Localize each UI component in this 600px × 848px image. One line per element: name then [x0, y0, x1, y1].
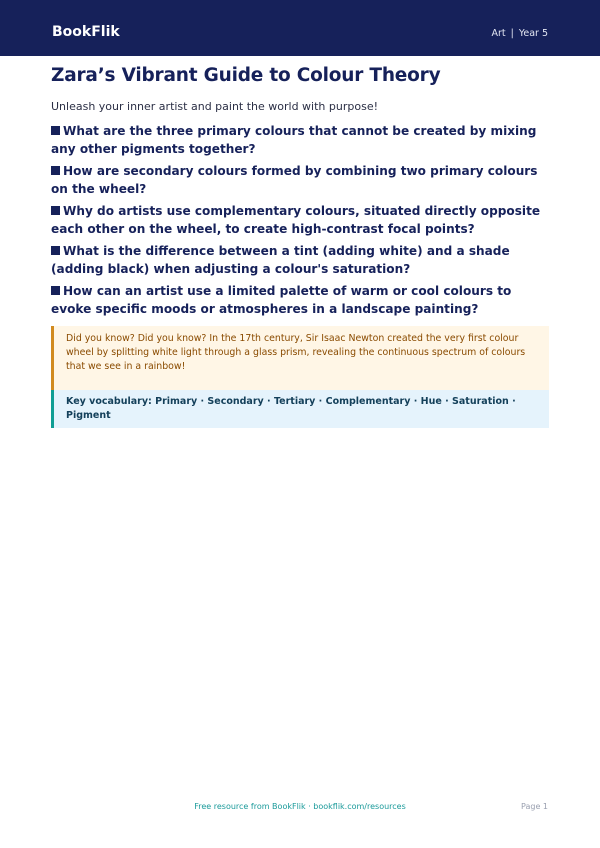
page-number: Page 1: [521, 802, 548, 811]
page-footer: [0, 800, 600, 814]
vocabulary-text: Key vocabulary: Primary · Secondary · Tertiary · Complementary · Hue · Saturation · Pigment: [66, 396, 516, 421]
subject-meta: [491, 27, 548, 41]
question-item: [51, 162, 551, 198]
header-bar: [0, 0, 600, 56]
page-subtitle: Unleash your inner artist and paint the world with purpose!: [51, 100, 378, 113]
question-item: [51, 122, 551, 158]
question-text: Why do artists use complementary colours, situated directly opposite each other on the wheel, to create high-contrast focal points?: [51, 204, 541, 236]
square-bullet-icon: [51, 126, 60, 135]
fact-callout: [51, 326, 549, 390]
question-text: What are the three primary colours that cannot be created by mixing any other pigments together?: [51, 124, 537, 156]
question-item: [51, 242, 551, 278]
footer-source-link[interactable]: Free resource from BookFlik · bookflik.com/resources: [194, 802, 406, 811]
vocabulary-box: [51, 390, 549, 428]
question-item: [51, 202, 551, 238]
square-bullet-icon: [51, 286, 60, 295]
question-list: [51, 122, 551, 322]
year-label: Year 5: [518, 28, 548, 39]
question-text: How can an artist use a limited palette of warm or cool colours to evoke specific moods or atmospheres in a landscape painting?: [51, 284, 512, 316]
square-bullet-icon: [51, 246, 60, 255]
meta-separator: |: [510, 28, 514, 39]
brand-logo: BookFlik: [52, 24, 120, 40]
page-title: Zara’s Vibrant Guide to Colour Theory: [51, 65, 441, 86]
question-item: [51, 282, 551, 318]
square-bullet-icon: [51, 206, 60, 215]
subject-label: Art: [491, 28, 506, 39]
square-bullet-icon: [51, 166, 60, 175]
question-text: How are secondary colours formed by combining two primary colours on the wheel?: [51, 164, 538, 196]
question-text: What is the difference between a tint (adding white) and a shade (adding black) when adjusting a colour's saturation?: [51, 244, 510, 276]
fact-text: Did you know? Did you know? In the 17th century, Sir Isaac Newton created the very first colour wheel by splitting white light through a glass prism, revealing the continuous spectrum of colours that we see in a rainbow!: [66, 333, 526, 372]
